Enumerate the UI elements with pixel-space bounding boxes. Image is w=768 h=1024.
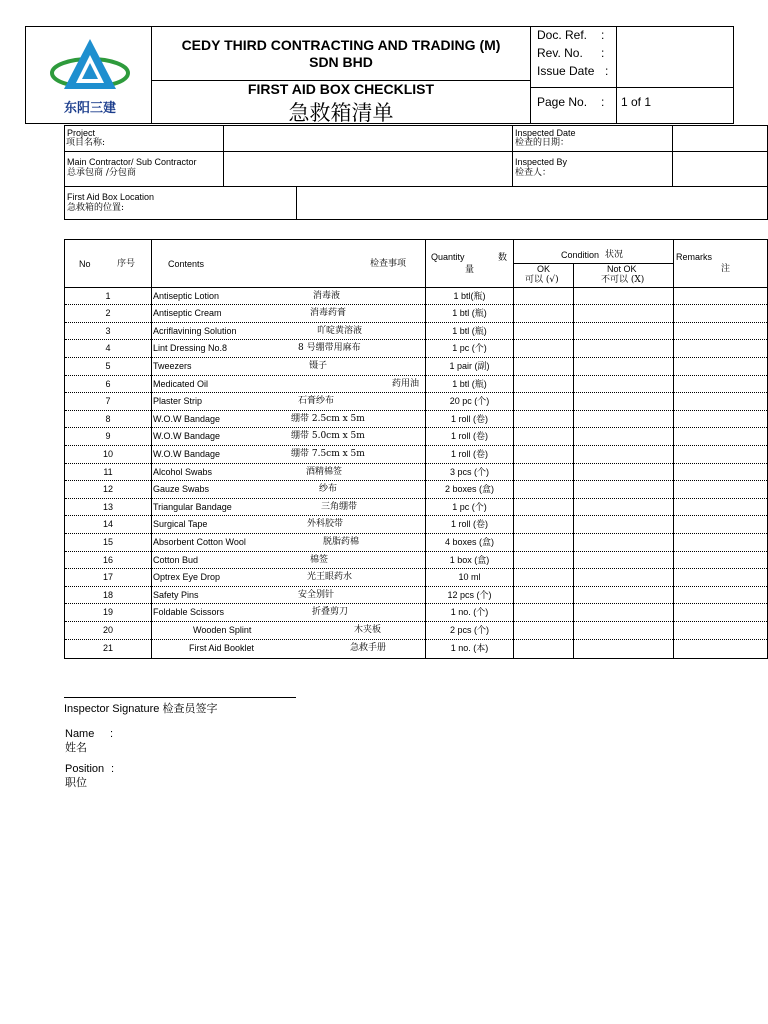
location-label-cn: 急救箱的位置: (67, 203, 125, 213)
ok-check-cell[interactable] (514, 622, 573, 639)
item-name-cn: 外科胶带 (307, 519, 344, 530)
item-quantity: 4 boxes (盒) (444, 536, 495, 547)
item-name: Surgical Tape (153, 519, 208, 530)
item-quantity: 1 roll (卷) (450, 431, 488, 442)
project-field[interactable] (223, 125, 513, 152)
remarks-cell[interactable] (674, 481, 768, 498)
location-label-cell (64, 186, 297, 220)
ok-check-cell[interactable] (514, 428, 573, 445)
item-name-cn: 急救手册 (350, 642, 387, 653)
ok-check-cell[interactable] (514, 358, 573, 375)
table-row (65, 392, 767, 411)
ok-check-cell[interactable] (514, 534, 573, 551)
table-row (65, 515, 767, 534)
not-ok-check-cell[interactable] (574, 640, 673, 657)
contractor-field[interactable] (223, 151, 513, 187)
company-name-line2: SDN BHD (309, 54, 373, 70)
ok-check-cell[interactable] (514, 323, 573, 340)
item-number: 17 (102, 572, 113, 583)
item-name-cn: 酒精棉签 (306, 466, 343, 477)
item-quantity: 3 pcs (个) (449, 466, 489, 477)
item-name: W.O.W Bandage (153, 413, 221, 424)
header-no: No (79, 259, 91, 269)
item-quantity: 1 pc (个) (452, 343, 487, 354)
not-ok-check-cell[interactable] (574, 464, 673, 481)
table-row (65, 551, 767, 570)
table-row (65, 322, 767, 341)
table-row (65, 410, 767, 429)
item-name-cn: 药用油 (392, 378, 420, 389)
not-ok-check-cell[interactable] (574, 569, 673, 586)
remarks-cell[interactable] (674, 358, 768, 375)
remarks-cell[interactable] (674, 569, 768, 586)
project-label-cell (64, 125, 224, 152)
item-number: 15 (102, 536, 113, 547)
item-name-cn: 纱布 (319, 484, 338, 495)
table-row (65, 463, 767, 482)
item-name-cn: 8 号绷带用麻布 (298, 343, 361, 354)
table-row (65, 357, 767, 376)
item-name: Absorbent Cotton Wool (153, 536, 246, 547)
item-number: 2 (105, 308, 111, 319)
item-quantity: 1 btl (瓶) (452, 378, 487, 389)
table-row (65, 375, 767, 394)
inspected-date-label-cell (512, 125, 673, 152)
not-ok-check-cell[interactable] (574, 323, 673, 340)
item-quantity: 1 no. (个) (450, 607, 489, 618)
table-row (65, 304, 767, 323)
company-name-line1: CEDY THIRD CONTRACTING AND TRADING (M) (181, 37, 501, 53)
item-name-cn: 木夹板 (354, 624, 382, 635)
item-name-cn: 三角绷带 (321, 501, 358, 512)
item-name: Antiseptic Lotion (153, 290, 220, 301)
header-ok: OK (537, 264, 551, 274)
not-ok-check-cell[interactable] (574, 411, 673, 428)
item-number: 4 (105, 343, 111, 354)
not-ok-check-cell[interactable] (574, 446, 673, 463)
item-number: 19 (102, 607, 113, 618)
doc-ref-colon: : (601, 28, 605, 42)
ok-check-cell[interactable] (514, 393, 573, 410)
item-name-cn: 绷带 2.5cm x 5m (291, 413, 365, 424)
remarks-cell[interactable] (674, 622, 768, 639)
ok-check-cell[interactable] (514, 587, 573, 604)
item-number: 1 (105, 290, 111, 301)
item-quantity: 20 pc (个) (449, 396, 490, 407)
not-ok-check-cell[interactable] (574, 376, 673, 393)
item-name-cn: 棉签 (310, 554, 329, 565)
checklist-table (64, 239, 768, 659)
item-name-cn: 脱脂药棉 (323, 536, 360, 547)
item-name-cn: 折叠剪刀 (312, 607, 349, 618)
ok-check-cell[interactable] (514, 446, 573, 463)
item-name-cn: 光王眼药水 (307, 572, 353, 583)
item-number: 18 (102, 589, 113, 600)
location-field[interactable] (296, 186, 768, 220)
ok-check-cell[interactable] (514, 376, 573, 393)
page-no-colon: : (601, 95, 605, 109)
form-title-cn: 急救箱清单 (288, 101, 394, 125)
page-number-value: 1 of 1 (621, 95, 652, 109)
item-name-cn: 绷带 5.0cm x 5m (291, 431, 365, 442)
table-row (65, 621, 767, 640)
ok-check-cell[interactable] (514, 569, 573, 586)
item-quantity: 2 pcs (个) (449, 624, 489, 635)
not-ok-check-cell[interactable] (574, 516, 673, 533)
form-title: FIRST AID BOX CHECKLIST (247, 81, 435, 97)
item-name-cn: 镊子 (309, 360, 328, 371)
table-row (65, 427, 767, 446)
not-ok-check-cell[interactable] (574, 622, 673, 639)
header-quantity-cn-2: 量 (465, 265, 475, 275)
item-number: 16 (102, 554, 113, 565)
table-row (65, 603, 767, 622)
remarks-cell[interactable] (674, 323, 768, 340)
not-ok-check-cell[interactable] (574, 358, 673, 375)
rev-no-label: Rev. No. (537, 46, 583, 60)
position-label-cn: 职位 (65, 776, 87, 789)
remarks-cell[interactable] (674, 376, 768, 393)
not-ok-check-cell[interactable] (574, 604, 673, 621)
item-quantity: 2 boxes (盒) (444, 484, 495, 495)
item-quantity: 10 ml (458, 572, 481, 583)
table-row (65, 480, 767, 499)
item-quantity: 1 roll (卷) (450, 448, 488, 459)
header-not-ok: Not OK (607, 264, 637, 274)
item-name: Triangular Bandage (153, 501, 232, 512)
not-ok-check-cell[interactable] (574, 428, 673, 445)
item-name-cn: 安全别针 (298, 589, 335, 600)
contractor-label-cell (64, 151, 224, 187)
position-label: Position (65, 763, 105, 775)
item-name: Foldable Scissors (153, 607, 225, 618)
remarks-cell[interactable] (674, 305, 768, 322)
header-contents: Contents (168, 259, 205, 269)
page-no-label: Page No. (537, 95, 588, 109)
not-ok-check-cell[interactable] (574, 552, 673, 569)
item-name: Tweezers (153, 360, 192, 371)
not-ok-check-cell[interactable] (574, 481, 673, 498)
remarks-cell[interactable] (674, 464, 768, 481)
remarks-cell[interactable] (674, 288, 768, 305)
item-quantity: 1 box (盒) (449, 554, 490, 565)
ok-check-cell[interactable] (514, 288, 573, 305)
name-colon: : (110, 728, 114, 740)
not-ok-check-cell[interactable] (574, 305, 673, 322)
item-number: 20 (102, 624, 113, 635)
item-name: Medicated Oil (153, 378, 209, 389)
ok-check-cell[interactable] (514, 411, 573, 428)
table-row (65, 568, 767, 587)
item-name: First Aid Booklet (189, 642, 255, 653)
name-label-cn: 姓名 (65, 741, 87, 754)
issue-date-label: Issue Date (537, 64, 595, 78)
contractor-label: Main Contractor/ Sub Contractor (67, 157, 197, 167)
not-ok-check-cell[interactable] (574, 587, 673, 604)
item-name: Plaster Strip (153, 396, 203, 407)
company-logo (46, 37, 134, 121)
inspected-by-field[interactable] (672, 151, 768, 187)
not-ok-check-cell[interactable] (574, 534, 673, 551)
item-name-cn: 石膏纱布 (298, 396, 335, 407)
ok-check-cell[interactable] (514, 552, 573, 569)
item-number: 8 (105, 413, 111, 424)
inspector-signature-label: Inspector Signature 检查员签字 (64, 703, 218, 715)
issue-date-colon: : (605, 64, 609, 78)
ok-check-cell[interactable] (514, 604, 573, 621)
header-remarks-cn: 注 (721, 264, 731, 274)
inspected-date-label: Inspected Date (515, 128, 576, 138)
item-quantity: 1 no. (本) (450, 642, 489, 653)
remarks-cell[interactable] (674, 534, 768, 551)
item-number: 7 (105, 396, 111, 407)
item-quantity: 1 roll (卷) (450, 413, 488, 424)
remarks-cell[interactable] (674, 640, 768, 657)
item-number: 12 (102, 484, 113, 495)
header-quantity: Quantity (431, 252, 465, 262)
header-contents-cn: 检查事项 (370, 259, 407, 269)
name-label: Name (65, 728, 95, 740)
item-number: 5 (105, 360, 111, 371)
contractor-label-cn: 总承包商 /分包商 (67, 168, 136, 178)
item-name-cn: 消毒液 (313, 290, 341, 301)
item-name: W.O.W Bandage (153, 448, 221, 459)
remarks-cell[interactable] (674, 411, 768, 428)
document-header (25, 26, 734, 124)
ok-check-cell[interactable] (514, 340, 573, 357)
item-number: 9 (105, 431, 111, 442)
item-name-cn: 消毒药膏 (310, 308, 347, 319)
project-label: Project (67, 128, 96, 138)
item-number: 11 (103, 466, 113, 477)
inspected-by-label-cell (512, 151, 673, 187)
item-number: 6 (105, 378, 111, 389)
item-name: Antiseptic Cream (153, 308, 222, 319)
ok-check-cell[interactable] (514, 464, 573, 481)
ok-check-cell[interactable] (514, 516, 573, 533)
inspected-by-label: Inspected By (515, 157, 568, 167)
remarks-cell[interactable] (674, 604, 768, 621)
header-remarks: Remarks (676, 252, 713, 262)
table-row (65, 586, 767, 605)
ok-check-cell[interactable] (514, 499, 573, 516)
table-row (65, 639, 767, 658)
item-number: 3 (105, 325, 111, 336)
item-name: Gauze Swabs (153, 484, 210, 495)
ok-check-cell[interactable] (514, 481, 573, 498)
position-colon: : (111, 763, 115, 775)
table-row (65, 445, 767, 464)
item-number: 14 (102, 519, 113, 530)
not-ok-check-cell[interactable] (574, 393, 673, 410)
item-name: Wooden Splint (193, 624, 252, 635)
item-name: Alcohol Swabs (153, 466, 213, 477)
item-name: Acriflavining Solution (153, 325, 237, 336)
project-label-cn: 项目名称: (66, 138, 106, 148)
location-label: First Aid Box Location (67, 192, 155, 202)
header-quantity-cn-1: 数 (498, 253, 508, 263)
header-ok-cn: 可以 (√) (525, 275, 559, 285)
item-quantity: 1 btl (瓶) (452, 308, 487, 319)
remarks-cell[interactable] (674, 516, 768, 533)
not-ok-check-cell[interactable] (574, 340, 673, 357)
item-number: 10 (102, 448, 113, 459)
doc-ref-label: Doc. Ref. (537, 28, 588, 42)
table-row (65, 287, 767, 306)
remarks-cell[interactable] (674, 340, 768, 357)
inspected-date-field[interactable] (672, 125, 768, 152)
item-name: Safety Pins (153, 589, 199, 600)
item-name-cn: 绷带 7.5cm x 5m (291, 448, 365, 459)
header-condition: Condition (561, 250, 600, 260)
table-row (65, 339, 767, 358)
item-quantity: 1 pair (副) (449, 360, 490, 371)
item-quantity: 1 roll (卷) (450, 519, 488, 530)
header-not-ok-cn: 不可以 (X) (601, 275, 645, 285)
item-name: Optrex Eye Drop (153, 572, 221, 583)
table-row (65, 533, 767, 552)
remarks-cell[interactable] (674, 393, 768, 410)
table-row (65, 498, 767, 517)
not-ok-check-cell[interactable] (574, 499, 673, 516)
remarks-cell[interactable] (674, 499, 768, 516)
item-quantity: 1 pc (个) (452, 501, 487, 512)
remarks-cell[interactable] (674, 428, 768, 445)
item-quantity: 12 pcs (个) (447, 589, 492, 600)
header-no-cn: 序号 (117, 259, 136, 269)
header-condition-cn: 状况 (605, 250, 624, 260)
item-number: 21 (102, 642, 113, 653)
item-quantity: 1 btl(瓶) (453, 290, 486, 301)
item-name: W.O.W Bandage (153, 431, 221, 442)
signature-line[interactable] (64, 697, 296, 698)
item-name: Cotton Bud (153, 554, 199, 565)
item-name-cn: 吖啶黄溶液 (317, 325, 363, 336)
logo-text: 东阳三建 (63, 101, 116, 116)
inspected-by-label-cn: 检查人： (515, 168, 552, 178)
rev-no-colon: : (601, 46, 605, 60)
remarks-cell[interactable] (674, 552, 768, 569)
ok-check-cell[interactable] (514, 640, 573, 657)
ok-check-cell[interactable] (514, 305, 573, 322)
inspected-date-label-cn: 检查的日期： (515, 138, 570, 148)
inspection-info (64, 125, 768, 220)
item-name: Lint Dressing No.8 (153, 343, 228, 354)
remarks-cell[interactable] (674, 446, 768, 463)
not-ok-check-cell[interactable] (574, 288, 673, 305)
remarks-cell[interactable] (674, 587, 768, 604)
item-number: 13 (102, 501, 113, 512)
item-quantity: 1 btl (瓶) (452, 325, 487, 336)
